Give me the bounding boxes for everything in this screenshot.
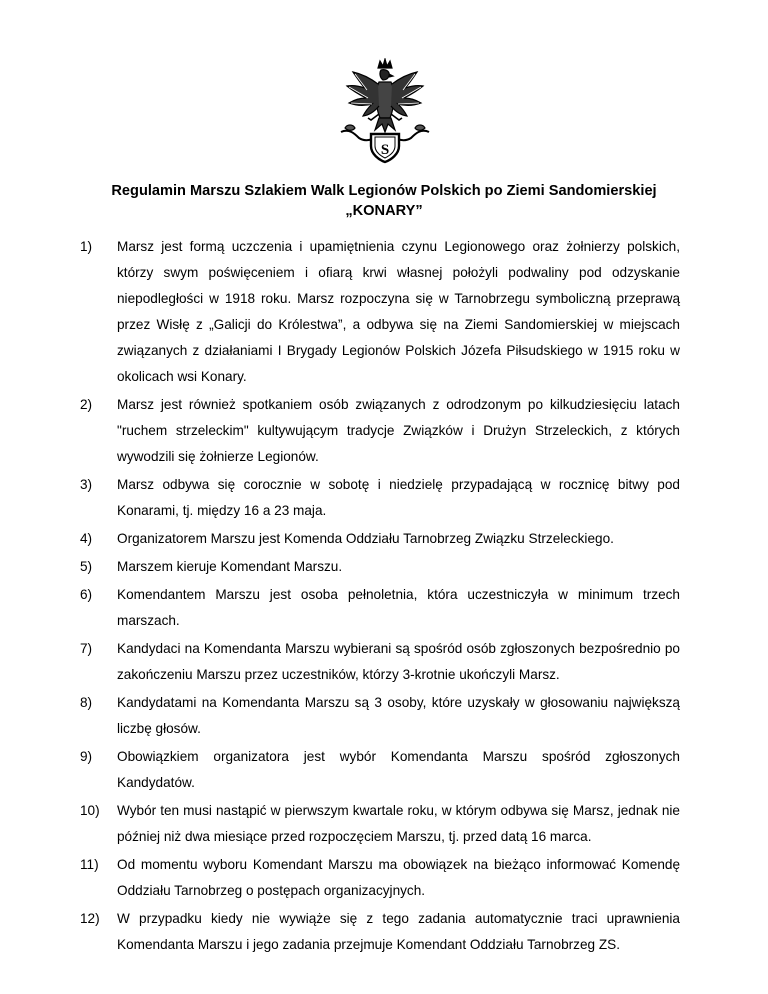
list-item (80, 526, 680, 552)
list-item-text: Kandydaci na Komendanta Marszu wybierani są spośród osób zgłoszonych bezpośrednio po zakończeniu Marszu przez uczestników, którzy 3-krotnie ukończyli Marsz. (117, 641, 680, 682)
list-item (80, 690, 680, 742)
title-line-1: Regulamin Marszu Szlakiem Walk Legionów Polskich po Ziemi Sandomierskiej (111, 183, 657, 199)
list-item (80, 852, 680, 904)
list-item (80, 744, 680, 796)
list-item (80, 582, 680, 634)
list-item-number: 7) (80, 641, 93, 656)
list-item (80, 392, 680, 470)
list-item-number: 10) (80, 803, 100, 818)
list-item-text: Organizatorem Marszu jest Komenda Oddziału Tarnobrzeg Związku Strzeleckiego. (117, 531, 614, 546)
list-item-number: 12) (80, 911, 100, 926)
list-item-number: 8) (80, 695, 93, 710)
emblem-badge-letter: S (380, 142, 390, 158)
list-item-text: Kandydatami na Komendanta Marszu są 3 osoby, które uzyskały w głosowaniu największą liczbę głosów. (117, 695, 680, 736)
list-item (80, 798, 680, 850)
list-item-text: Marszem kieruje Komendant Marszu. (117, 559, 343, 574)
list-item-text: Marsz jest formą uczczenia i upamiętnienia czynu Legionowego oraz żołnierzy polskich, którzy swym poświęceniem i ofiarą krwi własnej położyli podwaliny pod odzyskanie niepodległości w 1918 roku. Marsz rozpoczyna się w Tarnobrzegu symboliczną przeprawą przez Wisłę z „Galicji do Królestwa”, a odbywa się na Ziemi Sandomierskiej w miejscach związanych z działaniami I Brygady Legionów Polskich Józefa Piłsudskiego w 1915 roku w okolicach wsi Konary. (117, 239, 680, 384)
list-item (80, 906, 680, 958)
polish-eagle-emblem-icon (335, 58, 435, 166)
list-item-number: 4) (80, 531, 93, 546)
list-item (80, 554, 680, 580)
list-item (80, 636, 680, 688)
list-item-text: W przypadku kiedy nie wywiąże się z tego zadania automatycznie traci uprawnienia Komendanta Marszu i jego zadania przejmuje Komendant Oddziału Tarnobrzeg ZS. (117, 911, 680, 952)
list-item-text: Marsz jest również spotkaniem osób związanych z odrodzonym po kilkudziesięciu latach "ruchem strzeleckim" kultywującym tradycje Związków i Drużyn Strzeleckich, z których wywodzili się żołnierze Legionów. (117, 397, 680, 464)
list-item-number: 5) (80, 559, 93, 574)
list-item-text: Od momentu wyboru Komendant Marszu ma obowiązek na bieżąco informować Komendę Oddziału Tarnobrzeg o postępach organizacyjnych. (117, 857, 680, 898)
list-item-text: Marsz odbywa się corocznie w sobotę i niedzielę przypadającą w rocznicę bitwy pod Konarami, tj. między 16 a 23 maja. (117, 477, 680, 518)
list-item-text: Obowiązkiem organizatora jest wybór Komendanta Marszu spośród zgłoszonych Kandydatów. (117, 749, 680, 790)
regulation-list (80, 234, 680, 960)
title-line-2: „KONARY” (345, 203, 423, 219)
list-item-text: Wybór ten musi nastąpić w pierwszym kwartale roku, w którym odbywa się Marsz, jednak nie później niż dwa miesiące przed rozpoczęciem Marszu, tj. przed datą 16 marca. (117, 803, 680, 844)
list-item (80, 234, 680, 390)
list-item-number: 3) (80, 477, 93, 492)
list-item-text: Komendantem Marszu jest osoba pełnoletnia, która uczestniczyła w minimum trzech marszach. (117, 587, 680, 628)
list-item-number: 2) (80, 397, 93, 412)
list-item-number: 11) (80, 857, 99, 872)
page-title (60, 181, 708, 221)
list-item-number: 9) (80, 749, 93, 764)
list-item-number: 6) (80, 587, 93, 602)
list-item-number: 1) (80, 239, 93, 254)
list-item (80, 472, 680, 524)
